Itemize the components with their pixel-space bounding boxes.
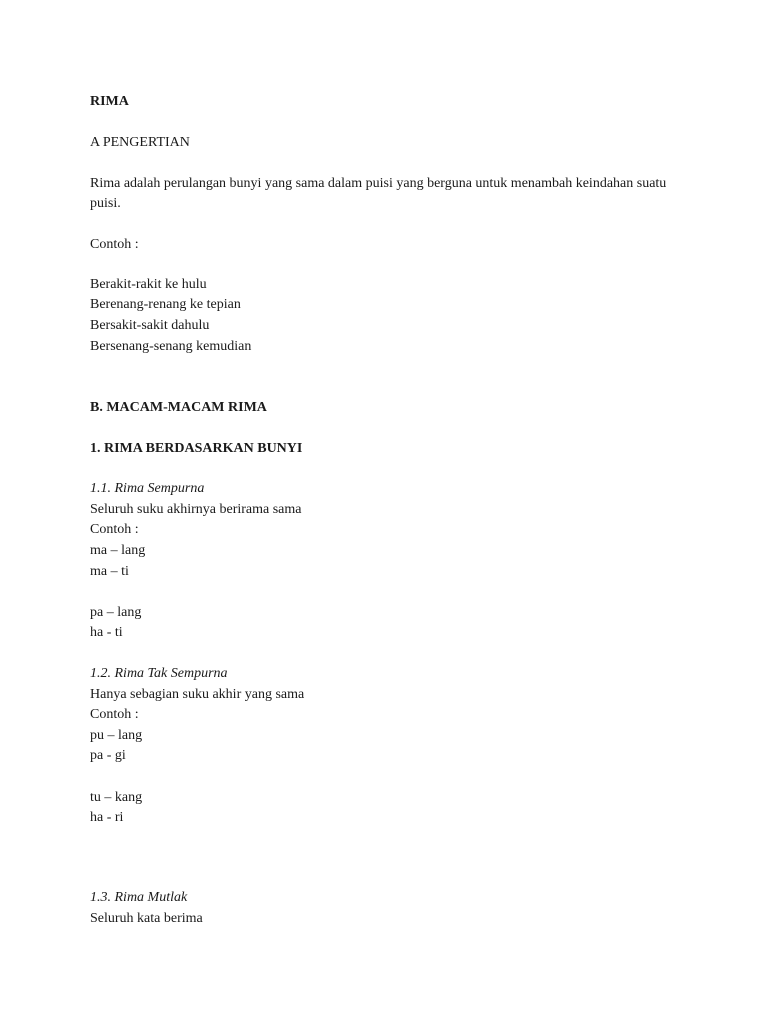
section-b-heading: B. MACAM-MACAM RIMA xyxy=(90,400,267,415)
example-line: pa – lang xyxy=(90,605,142,620)
rima-sempurna-title: 1.1. Rima Sempurna xyxy=(90,481,205,496)
definition-paragraph: Rima adalah perulangan bunyi yang sama dalam puisi yang berguna untuk menambah keindahan suatu puisi. xyxy=(90,176,667,211)
example-line: ma – ti xyxy=(90,564,129,579)
rima-sempurna-description: Seluruh suku akhirnya berirama sama xyxy=(90,502,302,517)
rima-tak-sempurna-title: 1.2. Rima Tak Sempurna xyxy=(90,666,228,681)
example-label: Contoh : xyxy=(90,522,139,537)
poem-line: Berakit-rakit ke hulu xyxy=(90,277,207,292)
section-a-heading: A PENGERTIAN xyxy=(90,135,190,150)
example-line: ma – lang xyxy=(90,543,146,558)
rima-mutlak-title: 1.3. Rima Mutlak xyxy=(90,890,188,905)
poem-line: Bersakit-sakit dahulu xyxy=(90,318,210,333)
example-label: Contoh : xyxy=(90,707,139,722)
example-line: pa - gi xyxy=(90,748,126,763)
example-line: ha - ti xyxy=(90,625,123,640)
document-title: RIMA xyxy=(90,94,129,109)
example-line: pu – lang xyxy=(90,728,143,743)
poem-line: Bersenang-senang kemudian xyxy=(90,339,252,354)
sub-heading: 1. RIMA BERDASARKAN BUNYI xyxy=(90,441,303,456)
rima-tak-sempurna-description: Hanya sebagian suku akhir yang sama xyxy=(90,687,305,702)
example-line: ha - ri xyxy=(90,810,124,825)
example-line: tu – kang xyxy=(90,790,143,805)
poem-line: Berenang-renang ke tepian xyxy=(90,297,241,312)
example-label: Contoh : xyxy=(90,237,139,252)
rima-mutlak-description: Seluruh kata berima xyxy=(90,911,203,926)
